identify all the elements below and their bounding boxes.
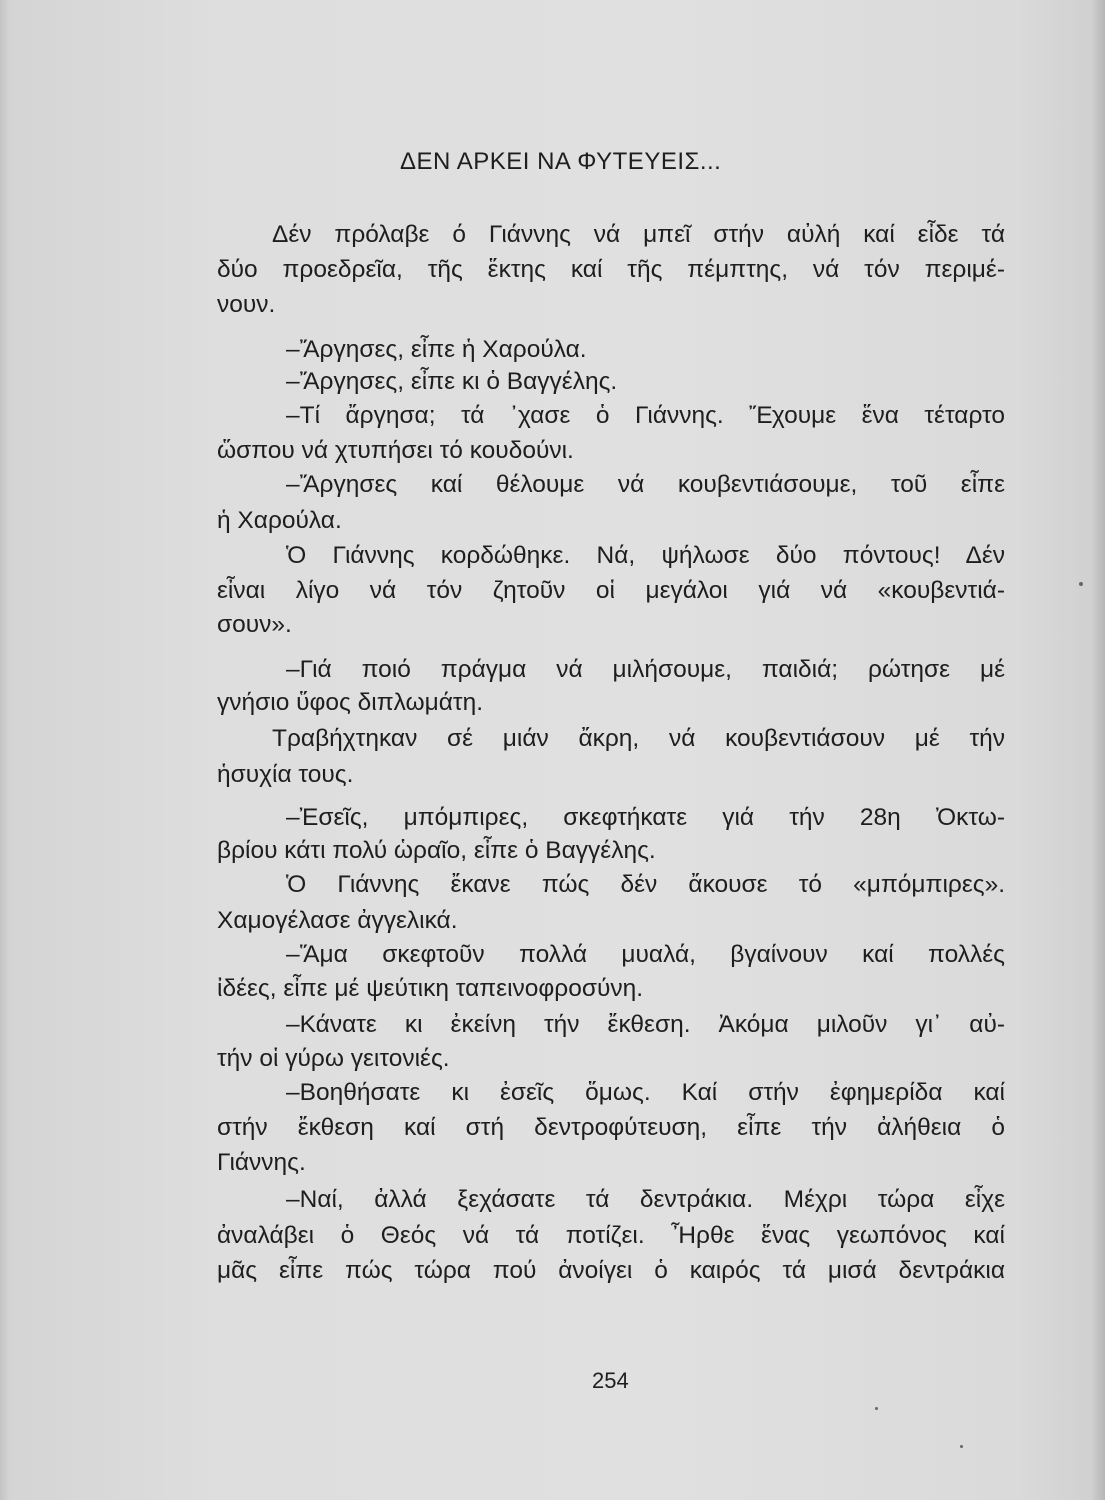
text-line: μᾶς εἶπε πώς τώρα πού ἀνοίγει ὁ καιρός τά μισά δεντράκια	[217, 1257, 1005, 1284]
text-line: –Ἄργησες, εἶπε ἡ Χαρούλα.	[286, 336, 587, 363]
text-line: –Ἐσεῖς, μπόμπιρες, σκεφτήκατε γιά τήν 28η Ὀκτω-	[286, 804, 1005, 831]
page-gutter-shadow	[0, 0, 10, 1500]
text-line: νουν.	[217, 291, 276, 318]
paper-speck	[1079, 582, 1083, 586]
text-line: ἀναλάβει ὁ Θεός νά τά ποτίζει. Ἦρθε ἕνας γεωπόνος καί	[217, 1222, 1005, 1249]
paper-speck	[960, 1445, 963, 1448]
text-line: στήν ἔκθεση καί στή δεντροφύτευση, εἶπε τήν ἀλήθεια ὁ	[217, 1114, 1005, 1141]
text-line: –Γιά ποιό πράγμα νά μιλήσουμε, παιδιά; ρώτησε μέ	[286, 656, 1005, 683]
text-line: –Τί ἄργησα; τά ᾽χασε ὁ Γιάννης. Ἔχουμε ἕνα τέταρτο	[286, 402, 1005, 429]
text-line: βρίου κάτι πολύ ὡραῖο, εἶπε ὁ Βαγγέλης.	[217, 837, 656, 864]
text-line: Γιάννης.	[217, 1149, 306, 1176]
text-line: –Κάνατε κι ἐκείνη τήν ἔκθεση. Ἀκόμα μιλοῦν γι᾽ αὐ-	[286, 1011, 1005, 1038]
text-line: τήν οἱ γύρω γειτονιές.	[217, 1045, 450, 1072]
text-line: δύο προεδρεῖα, τῆς ἕκτης καί τῆς πέμπτης, νά τόν περιμέ-	[217, 256, 1005, 283]
text-line: εἶναι λίγο νά τόν ζητοῦν οἱ μεγάλοι γιά νά «κουβεντιά-	[217, 577, 1005, 604]
text-line: –Βοηθήσατε κι ἐσεῖς ὅμως. Καί στήν ἐφημερίδα καί	[286, 1079, 1005, 1106]
text-line: Ὁ Γιάννης κορδώθηκε. Νά, ψήλωσε δύο πόντους! Δέν	[286, 542, 1005, 569]
text-line: σουν».	[217, 611, 292, 638]
text-line: –Ἅμα σκεφτοῦν πολλά μυαλά, βγαίνουν καί πολλές	[286, 941, 1005, 968]
text-line: ἡ Χαρούλα.	[217, 507, 342, 534]
text-line: ἰδέες, εἶπε μέ ψεύτικη ταπεινοφροσύνη.	[217, 975, 644, 1002]
text-line: Δέν πρόλαβε ό Γιάννης νά μπεῖ στήν αὐλή καί εἶδε τά	[272, 221, 1005, 248]
text-line: γνήσιο ὕφος διπλωμάτη.	[217, 689, 484, 716]
text-line: –Ναί, ἀλλά ξεχάσατε τά δεντράκια. Μέχρι τώρα εἶχε	[286, 1186, 1005, 1213]
page-number: 254	[592, 1368, 629, 1393]
page-edge-shadow	[1091, 0, 1105, 1500]
text-line: Ὁ Γιάννης ἔκανε πώς δέν ἄκουσε τό «μπόμπιρες».	[286, 871, 1005, 898]
text-line: –Ἄργησες, εἶπε κι ὁ Βαγγέλης.	[286, 368, 618, 395]
text-line: Χαμογέλασε ἀγγελικά.	[217, 907, 458, 934]
text-line: Τραβήχτηκαν σέ μιάν ἄκρη, νά κουβεντιάσουν μέ τήν	[272, 725, 1005, 752]
text-line: ὥσπου νά χτυπήσει τό κουδούνι.	[217, 437, 574, 464]
text-line: ἡσυχία τους.	[217, 761, 354, 788]
text-line: –Ἄργησες καί θέλουμε νά κουβεντιάσουμε, τοῦ εἶπε	[286, 471, 1005, 498]
paper-speck	[875, 1407, 878, 1410]
chapter-title: ΔΕΝ ΑΡΚΕΙ ΝΑ ΦΥΤΕΥΕΙΣ...	[400, 148, 722, 175]
